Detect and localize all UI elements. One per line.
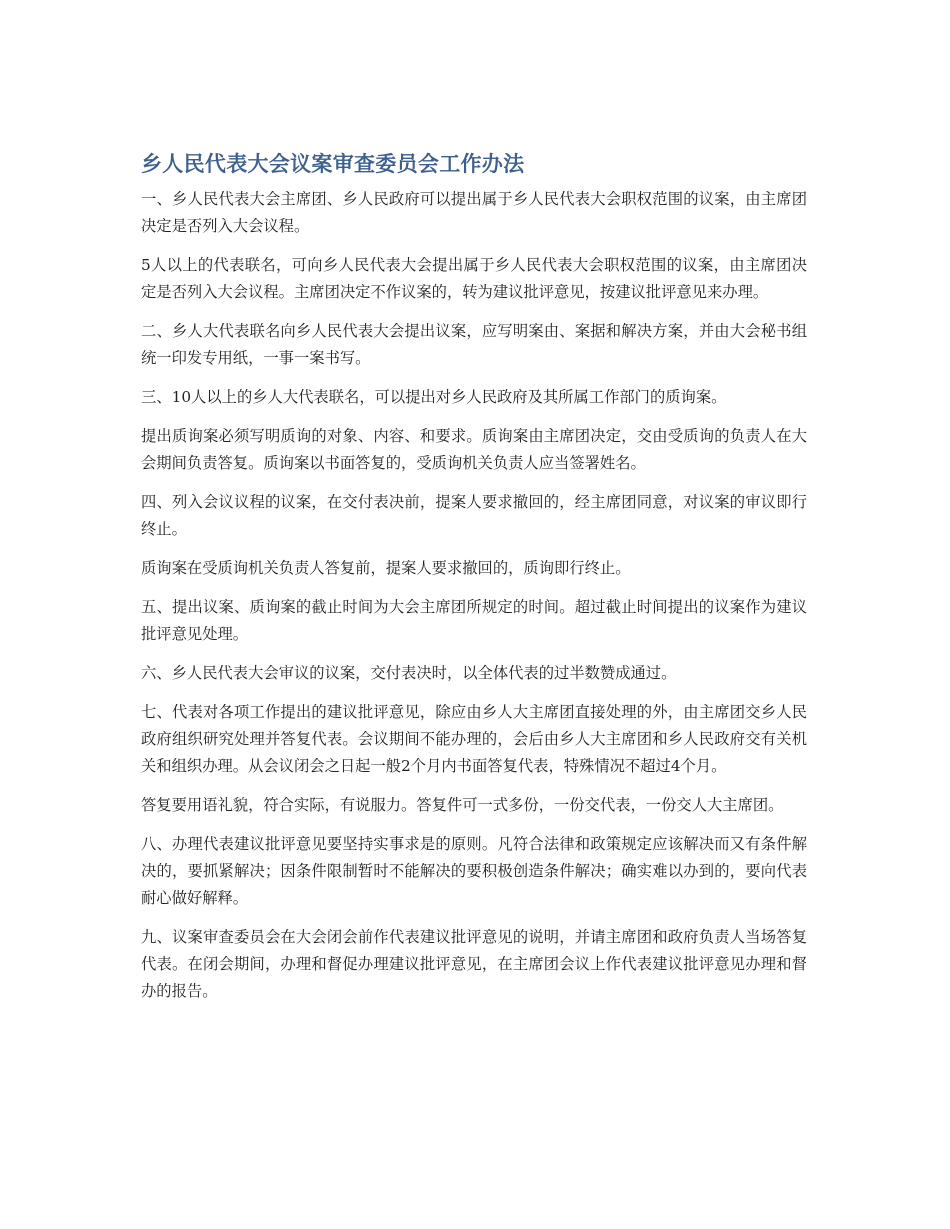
paragraph-2: 5人以上的代表联名，可向乡人民代表大会提出属于乡人民代表大会职权范围的议案，由主席团决定是否列入大会议程。主席团决定不作议案的，转为建议批评意见，按建议批评意见来办理。 bbox=[141, 256, 807, 301]
paragraph-6: 四、列入会议议程的议案，在交付表决前，提案人要求撤回的，经主席团同意，对议案的审议即行终止。 bbox=[141, 493, 807, 538]
paragraph-11: 答复要用语礼貌，符合实际，有说服力。答复件可一式多份，一份交代表，一份交人大主席团。 bbox=[141, 796, 784, 814]
paragraph-4: 三、10人以上的乡人大代表联名，可以提出对乡人民政府及其所属工作部门的质询案。 bbox=[141, 388, 727, 406]
paragraph-7: 质询案在受质询机关负责人答复前，提案人要求撤回的，质询即行终止。 bbox=[141, 559, 631, 577]
document-title: 乡人民代表大会议案审查委员会工作办法 bbox=[141, 152, 525, 176]
paragraph-13: 九、议案审查委员会在大会闭会前作代表建议批评意见的说明，并请主席团和政府负责人当场答复代表。在闭会期间，办理和督促办理建议批评意见，在主席团会议上作代表建议批评意见办理和督办的报告。 bbox=[141, 928, 807, 1000]
paragraph-10: 七、代表对各项工作提出的建议批评意见，除应由乡人大主席团直接处理的外，由主席团交乡人民政府组织研究处理并答复代表。会议期间不能办理的，会后由乡人大主席团和乡人民政府交有关机关和组织办理。从会议闭会之日起一般2个月内书面答复代表，特殊情况不超过4个月。 bbox=[141, 703, 807, 775]
paragraph-8: 五、提出议案、质询案的截止时间为大会主席团所规定的时间。超过截止时间提出的议案作为建议批评意见处理。 bbox=[141, 598, 807, 643]
paragraph-1: 一、乡人民代表大会主席团、乡人民政府可以提出属于乡人民代表大会职权范围的议案，由主席团决定是否列入大会议程。 bbox=[141, 190, 807, 235]
paragraph-9: 六、乡人民代表大会审议的议案，交付表决时，以全体代表的过半数赞成通过。 bbox=[141, 664, 677, 682]
paragraph-5: 提出质询案必须写明质询的对象、内容、和要求。质询案由主席团决定，交由受质询的负责人在大会期间负责答复。质询案以书面答复的，受质询机关负责人应当签署姓名。 bbox=[141, 427, 807, 472]
document-page bbox=[141, 148, 807, 1017]
paragraph-12: 八、办理代表建议批评意见要坚持实事求是的原则。凡符合法律和政策规定应该解决而又有条件解决的，要抓紧解决；因条件限制暂时不能解决的要积极创造条件解决；确实难以办到的，要向代表耐心做好解释。 bbox=[141, 835, 807, 907]
paragraph-3: 二、乡人大代表联名向乡人民代表大会提出议案，应写明案由、案据和解决方案，并由大会秘书组统一印发专用纸，一事一案书写。 bbox=[141, 322, 807, 367]
